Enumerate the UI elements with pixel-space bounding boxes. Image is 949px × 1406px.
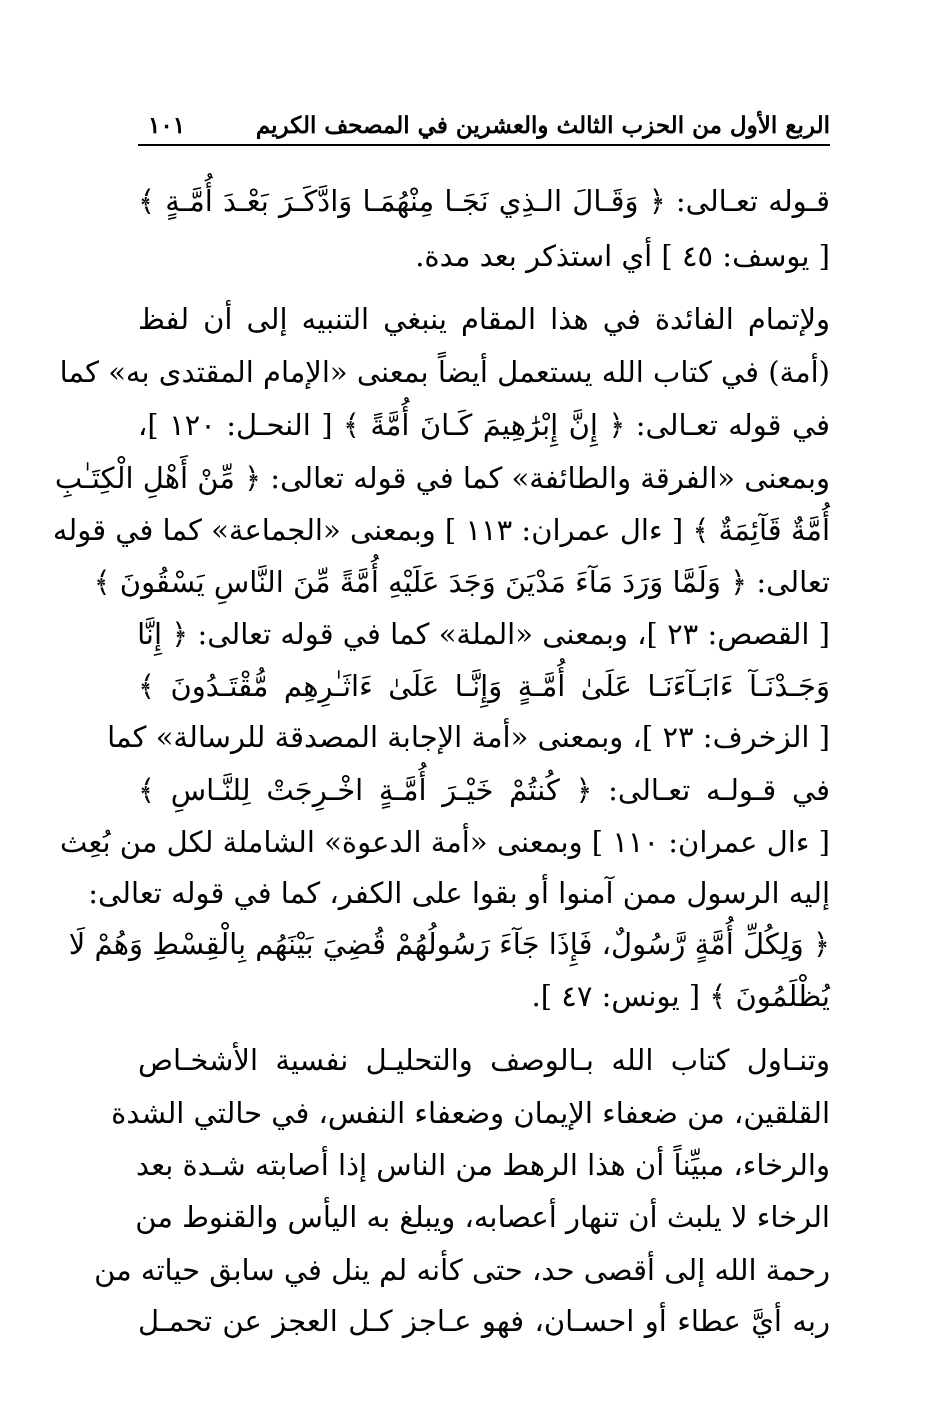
text-line: إليه الرسول ممن آمنوا أو بقوا على الكفر، كما في قوله تعالى: [88,876,830,910]
text-line: في قوله تعـالى: ﴿ إِنَّ إِبْرَٰهِيمَ كَـانَ أُمَّةً ﴾ [ النحـل: ١٢٠ ]، [138,408,830,442]
text-line: [ القصص: ٢٣ ]، وبمعنى «الملة» كما في قوله تعالى: ﴿ إِنَّا [137,617,830,651]
text-line: تعالى: ﴿ وَلَمَّا وَرَدَ مَآءَ مَدْيَنَ وَجَدَ عَلَيْهِ أُمَّةً مِّنَ النَّاسِ يَسْقُونَ ﴾ [93,565,830,599]
text-line: الرخاء لا يلبث أن تنهار أعصابه، ويبلغ به اليأس والقنوط من [135,1200,830,1234]
text-line: وَجَـدْنَـآ ءَابَـآءَنَـا عَلَىٰ أُمَّـةٍ وَإِنَّـا عَلَىٰ ءَاثَـٰرِهِم مُّقْتَـدُونَ ﴾ [138,669,830,703]
text-line: [ الزخرف: ٢٣ ]، وبمعنى «أمة الإجابة المصدقة للرسالة» كما [107,720,830,754]
text-line: يُظْلَمُونَ ﴾ [ يونس: ٤٧ ]. [531,979,830,1013]
text-line: في قـولـه تعـالى: ﴿ كُنتُمْ خَيْـرَ أُمَّـةٍ اخْـرِجَتْ لِلنَّـاسِ ﴾ [138,773,830,807]
text-line: رحمة الله إلى أقصى حد، حتى كأنه لم ينل في سابق حياته من [94,1253,830,1287]
text-line: وبمعنى «الفرقة والطائفة» كما في قوله تعالى: ﴿ مِّنْ أَهْلِ الْكِتَـٰبِ [54,461,830,495]
header-title: الربع الأول من الحزب الثالث والعشرين في المصحف الكريم [255,112,830,139]
running-header [138,108,830,144]
text-line: والرخاء، مبيِّناً أن هذا الرهط من الناس إذا أصابته شـدة بعد [135,1148,830,1182]
text-line: [ يوسف: ٤٥ ] أي استذكر بعد مدة. [415,239,830,273]
paragraph-start-line: وتنـاول كتاب الله بـالوصف والتحليـل نفسية الأشخـاص [138,1043,830,1077]
text-line: القلقين، من ضعفاء الإيمان وضعفاء النفس، في حالتي الشدة [111,1096,830,1130]
text-line: ﴿ وَلِكُلِّ أُمَّةٍ رَّسُولٌ، فَإِذَا جَآءَ رَسُولُهُمْ قُضِيَ بَيْنَهُم بِالْقِسْطِ وَهُمْ لَا [68,927,830,961]
text-line: قـوله تعـالى: ﴿ وَقَـالَ الـذِي نَجَـا مِنْهُمَـا وَادَّكَـرَ بَعْـدَ أُمَّـةٍ ﴾ [138,184,830,218]
paragraph-start-line: ولإتمام الفائدة في هذا المقام ينبغي التنبيه إلى أن لفظ [138,302,830,336]
header-rule [138,144,830,146]
text-line: ربه أيَّ عطاء أو احسـان، فهو عـاجز كـل العجز عن تحمـل [138,1304,830,1338]
page-number: ١٠١ [148,112,186,139]
text-line: أُمَّةٌ قَآئِمَةٌ ﴾ [ ءال عمران: ١١٣ ] وبمعنى «الجماعة» كما في قوله [52,513,830,547]
text-line: (أمة) في كتاب الله يستعمل أيضاً بمعنى «الإمام المقتدى به» كما [59,355,830,389]
text-line: [ ءال عمران: ١١٠ ] وبمعنى «أمة الدعوة» الشاملة لكل من بُعِث [60,825,830,859]
